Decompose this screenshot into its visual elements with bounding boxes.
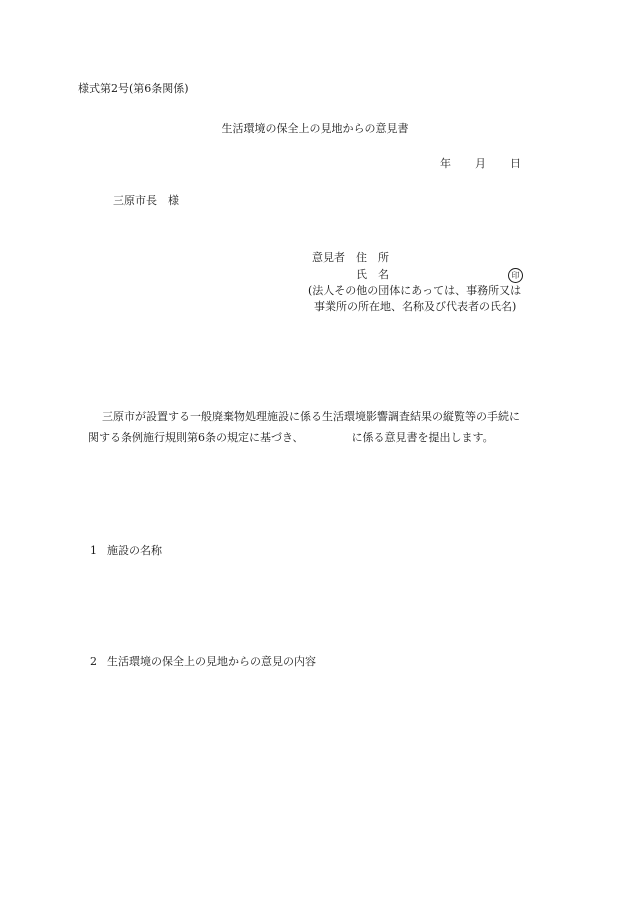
section-opinion-content	[90, 655, 316, 669]
document-title: 生活環境の保全上の見地からの意見書	[221, 122, 409, 135]
section-facility-name	[90, 544, 162, 558]
note-line-1: (法人その他の団体にあっては、事務所又は	[308, 284, 522, 297]
section-number: 2	[90, 655, 97, 668]
note-line-2: 事業所の所在地、名称及び代表者の氏名)	[314, 300, 517, 313]
section-number: 1	[90, 544, 97, 557]
body-line-1: 三原市が設置する一般廃棄物処理施設に係る生活環境影響調査結果の縦覧等の手続に	[102, 410, 520, 423]
body-paragraph	[88, 410, 520, 452]
seal-icon: 印	[508, 268, 523, 283]
body-line-2	[88, 431, 520, 452]
body-line-2-part-2: に係る意見書を提出します。	[351, 431, 494, 444]
date-year: 年	[440, 157, 451, 170]
body-line-2-part-1: 関する条例施行規則第6条の規定に基づき、	[88, 431, 304, 444]
form-number: 様式第2号(第6条関係)	[78, 82, 189, 95]
address-label: 住 所	[356, 251, 389, 264]
date-line	[440, 157, 521, 171]
addressee: 三原市長 様	[113, 194, 179, 207]
name-label: 氏 名	[356, 268, 389, 281]
date-day: 日	[510, 157, 521, 170]
section-title: 施設の名称	[107, 544, 162, 557]
section-title: 生活環境の保全上の見地からの意見の内容	[107, 655, 316, 668]
date-month: 月	[475, 157, 486, 170]
opinion-holder-label: 意見者	[312, 251, 345, 264]
